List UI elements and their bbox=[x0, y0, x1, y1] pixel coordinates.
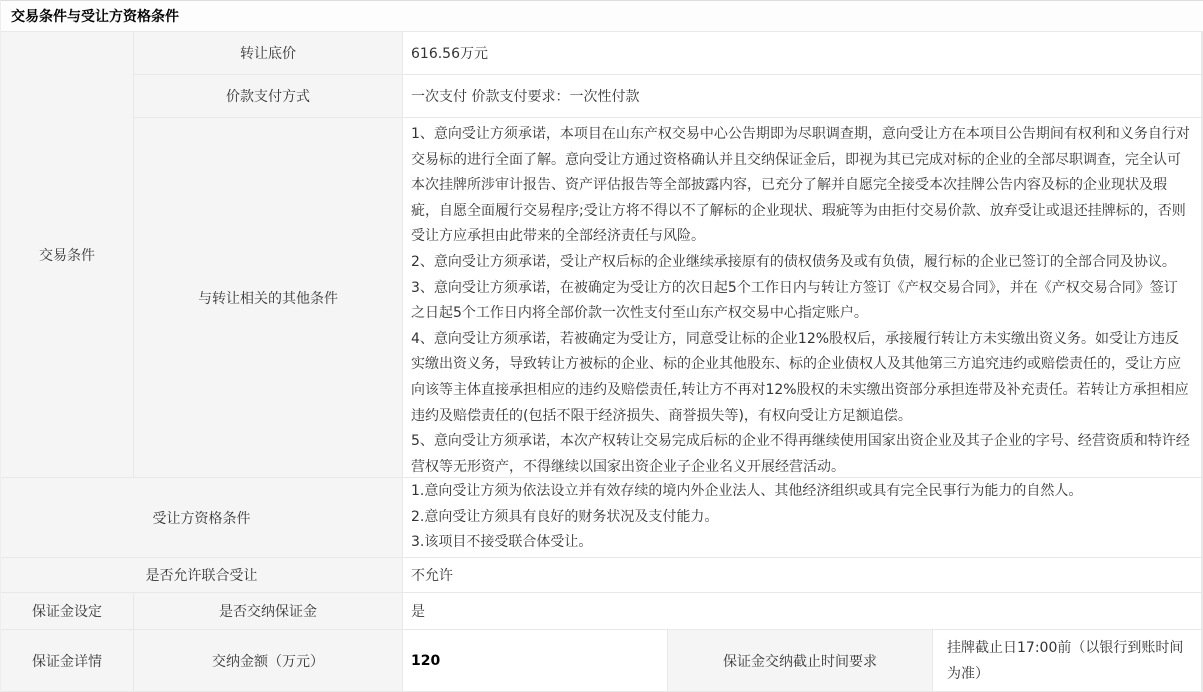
deposit-required-label: 是否交纳保证金 bbox=[134, 593, 403, 630]
deposit-deadline-text: 挂牌截止日17:00前（以银行到账时间为准） bbox=[947, 639, 1184, 682]
qualification-label: 受让方资格条件 bbox=[1, 478, 403, 558]
deposit-amount-number: 120 bbox=[411, 652, 441, 669]
deposit-amount-value bbox=[403, 630, 668, 692]
other-conditions-item-5: 5、意向受让方须承诺，本次产权转让交易完成后标的企业不得再继续使用国家出资企业及其子企业的字号、经营资质和特许经营权等无形资产，不得继续以国家出资企业子企业名义开展经营活动。 bbox=[411, 433, 1190, 475]
other-conditions-item-1: 1、意向受让方须承诺，本项目在山东产权交易中心公告期即为尽职调查期，意向受让方在本项目公告期间有权利和义务自行对交易标的进行全面了解。意向受让方通过资格确认并且交纳保证金后，即视为其已完成对标的企业的全部尽职调查，完全认可本次挂牌所涉审计报告、资产评估报告等全部披露内容，已充分了解并自愿完全接受本次挂牌公告内容及标的企业现状及瑕疵，自愿全面履行交易程序;受让方将不得以不了解标的企业现状、瑕疵等为由拒付交易价款、放弃受让或退还挂牌标的，否则受让方应承担由此带来的全部经济责任与风险。 bbox=[411, 126, 1190, 245]
deposit-detail-group-label: 保证金详情 bbox=[1, 630, 134, 692]
other-conditions-label: 与转让相关的其他条件 bbox=[134, 118, 403, 478]
section-title: 交易条件与受让方资格条件 bbox=[11, 9, 179, 25]
payment-method-label: 价款支付方式 bbox=[134, 75, 403, 118]
deposit-deadline-label: 保证金交纳截止时间要求 bbox=[668, 630, 933, 692]
other-conditions-value bbox=[403, 118, 1202, 478]
conditions-table bbox=[1, 32, 1203, 692]
joint-transfer-label: 是否允许联合受让 bbox=[1, 558, 403, 593]
other-conditions-item-3: 3、意向受让方须承诺，在被确定为受让方的次日起5个工作日内与转让方签订《产权交易合同》，并在《产权交易合同》签订之日起5个工作日内将全部价款一次性支付至山东产权交易中心指定账户。 bbox=[411, 279, 1178, 322]
joint-transfer-value: 不允许 bbox=[403, 558, 1202, 593]
floor-price-label: 转让底价 bbox=[134, 32, 403, 75]
deposit-deadline-value bbox=[933, 630, 1202, 692]
deposit-setting-group-label: 保证金设定 bbox=[1, 593, 134, 630]
section-header bbox=[1, 1, 1203, 32]
floor-price-value: 616.56万元 bbox=[403, 32, 1202, 75]
other-conditions-item-2: 2、意向受让方须承诺，受让产权后标的企业继续承接原有的债权债务及或有负债，履行标的企业已签订的全部合同及协议。 bbox=[411, 253, 1176, 270]
deposit-required-value: 是 bbox=[403, 593, 1202, 630]
qualification-item-2: 2.意向受让方须具有良好的财务状况及支付能力。 bbox=[411, 508, 719, 525]
qualification-item-1: 1.意向受让方须为依法设立并有效存续的境内外企业法人、其他经济组织或具有完全民事行为能力的自然人。 bbox=[411, 482, 1083, 499]
payment-method-value: 一次支付 价款支付要求：一次性付款 bbox=[403, 75, 1202, 118]
deposit-amount-label: 交纳金额（万元） bbox=[134, 630, 403, 692]
qualification-value bbox=[403, 478, 1202, 558]
qualification-item-3: 3.该项目不接受联合体受让。 bbox=[411, 534, 593, 551]
other-conditions-item-4: 4、意向受让方须承诺，若被确定为受让方，同意受让标的企业12%股权后，承接履行转让方未实缴出资义务。如受让方违反实缴出资义务，导致转让方被标的企业、标的企业其他股东、标的企业债权人及其他第三方追究违约或赔偿责任的，受让方应向该等主体直接承担相应的违约及赔偿责任,转让方不再对12%股权的未实缴出资部分承担连带及补充责任。若转让方承担相应违约及赔偿责任的(包括不限于经济损失、商誉损失等)，有权向受让方足额追偿。 bbox=[411, 330, 1189, 424]
trade-conditions-group-label: 交易条件 bbox=[1, 32, 134, 478]
